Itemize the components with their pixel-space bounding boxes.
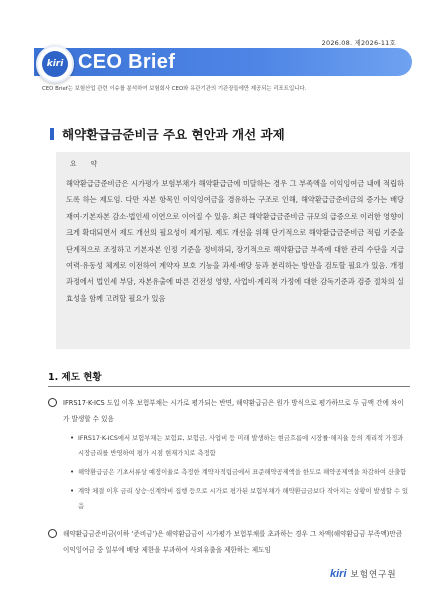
list-item bbox=[70, 465, 410, 480]
kiri-logo-mark: kiri bbox=[42, 51, 68, 77]
kiri-logo bbox=[36, 45, 74, 83]
list-item bbox=[70, 484, 410, 514]
summary-text: 해약환급금준비금은 시가평가 보험부채가 해약환급금에 미달하는 경우 그 부족액을 이익잉여금 내에 적립하도록 하는 제도임. 다만 자본 항목인 이익잉여금을 경유하는 구조로 인해, 해약환급금준비금의 증가는 배당 재여·기본자본 감소·법인세 이연으로 이어질 수 있음. 최근 해약환급금준비금 규모의 급증으로 이러한 영향이 크게 확대되면서 제도 개선의 필요성이 제기됨. 제도 개선을 위해 단기적으로 해약환급금준비금 적립 기준을 단계적으로 조정하고 기본자본 인정 기준을 정비하되, 장기적으로 해약환급금 부족에 대한 관리 수단을 지급여력·유동성 체계로 이전하여 계약자 보호 기능을 과세·배당 등과 분리하는 방안을 검토할 필요가 있음. 개정 과정에서 법인세 부담, 자본유출에 따른 건전성 영향, 사업비·계리적 가정에 대한 감독기준과 검증 절차의 실효성을 함께 고려할 필요가 있음 bbox=[66, 179, 404, 303]
banner-subtitle: CEO Brief는 보험산업 관련 이슈를 분석하여 보험회사 CEO와 유관기관의 기관장들에만 제공되는 리포트입니다. bbox=[42, 86, 307, 92]
footer-org-name: 보험연구원 bbox=[350, 570, 397, 580]
summary-label: 요 약 bbox=[70, 160, 103, 168]
bullet-1-text: IFRS17·K-ICS 도입 이후 보험부채는 시가로 평가되는 반면, 해약환급금은 원가 방식으로 평가하므로 두 금액 간에 차이가 발생할 수 있음 bbox=[63, 399, 404, 423]
bullet-1-sublist bbox=[70, 431, 410, 514]
dot-bullet-icon: • bbox=[70, 487, 75, 495]
circle-bullet-icon bbox=[48, 398, 57, 407]
sub-item-text: 해약환급금은 기초서류상 예정이율로 측정한 계약자적립금에서 표준해약공제액을 한도로 해약공제액을 차감하여 산출함 bbox=[78, 469, 407, 476]
section-marker bbox=[50, 128, 54, 140]
footer-logo bbox=[330, 568, 397, 580]
sub-item-text: IFRS17·K-ICS에서 보험부채는 보험료, 보험금, 사업비 등 미래 발생하는 현금흐름에 시장률·해지율 등의 계리적 가정과 시장금리를 반영하여 평가 시점 현재가치로 측정함 bbox=[78, 435, 404, 457]
circle-bullet-icon bbox=[48, 529, 57, 538]
dot-bullet-icon: • bbox=[70, 468, 75, 476]
brief-title: CEO Brief bbox=[78, 51, 176, 73]
footer-kiri-logo: kiri bbox=[330, 568, 347, 580]
section1-divider bbox=[48, 386, 410, 387]
date-issue: 2026.08. 제2026-11호 bbox=[321, 39, 396, 47]
bullet-1 bbox=[48, 395, 410, 518]
bullet-2-text: 해약환급금준비금(이하 ‘준비금’)은 해약환급금이 시가평가 보험부채를 초과하는 경우 그 차액(해약환급금 부족액)만큼 이익잉여금 중 일부에 배당 제한을 부과하여 사외유출을 제한하는 제도임 bbox=[63, 530, 403, 554]
dot-bullet-icon: • bbox=[70, 434, 75, 442]
sub-item-text: 계약 체결 이후 금리 상승·신계약비 집행 등으로 시가로 평가된 보험부채가 해약환급금보다 작아지는 상황이 발생할 수 있음 bbox=[78, 488, 409, 510]
bullet-2 bbox=[48, 526, 410, 558]
list-item bbox=[70, 431, 410, 461]
page-title: 해약환급금준비금 주요 현안과 개선 과제 bbox=[62, 127, 285, 142]
section1-title: 1. 제도 현황 bbox=[48, 372, 102, 383]
